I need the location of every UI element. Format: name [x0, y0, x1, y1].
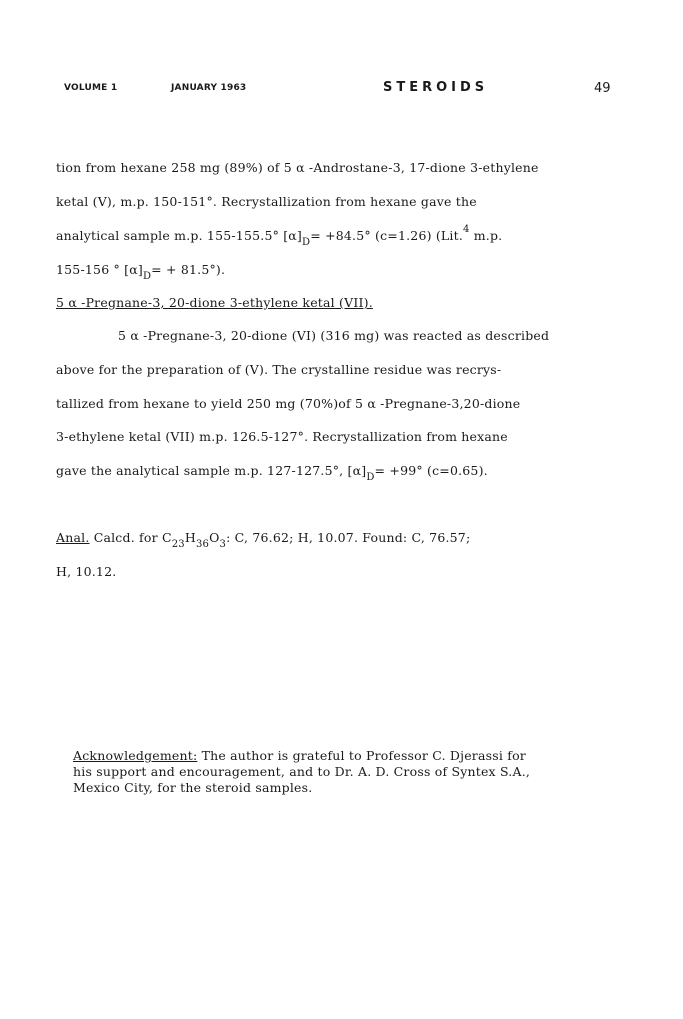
text-span: analytical sample m.p. 155-155.5° [α] [56, 228, 303, 243]
running-header [0, 80, 683, 100]
text-line: 3-ethylene ketal (VII) m.p. 126.5-127°. Recrystallization from hexane [56, 429, 508, 444]
text-span: H [184, 530, 196, 545]
ack-line: his support and encouragement, and to Dr. A. D. Cross of Syntex S.A., [73, 764, 531, 779]
subscript: D [366, 472, 375, 483]
subscript: 36 [195, 539, 210, 550]
text-line: ketal (V), m.p. 150-151°. Recrystallization from hexane gave the [56, 194, 477, 209]
page-number: 49 [594, 81, 611, 96]
analysis-line [56, 530, 471, 550]
journal-title: STEROIDS [383, 80, 489, 95]
text-span: : C, 76.62; H, 10.07. Found: C, 76.57; [226, 530, 471, 545]
text-span: m.p. [469, 228, 503, 243]
text-span: O [209, 530, 220, 545]
volume-label: VOLUME 1 [64, 83, 118, 93]
section-heading: 5 α -Pregnane-3, 20-dione 3-ethylene ketal (VII). [56, 295, 373, 310]
text-line: 5 α -Pregnane-3, 20-dione (VI) (316 mg) was reacted as described [118, 328, 550, 343]
subscript: D [142, 271, 152, 282]
analysis-label: Anal. [56, 530, 90, 545]
text-span: 155-156 ° [α] [56, 262, 143, 277]
ack-line [73, 748, 633, 764]
text-line [56, 224, 503, 248]
ack-line: Mexico City, for the steroid samples. [73, 780, 313, 795]
text-span: = +99° (c=0.65). [374, 463, 488, 478]
text-span: The author is grateful to Professor C. Djerassi for [197, 748, 526, 763]
subscript: 3 [219, 539, 227, 550]
text-span: gave the analytical sample m.p. 127-127.5°, [α] [56, 463, 367, 478]
text-line: tion from hexane 258 mg (89%) of 5 α -Androstane-3, 17-dione 3-ethylene [56, 160, 539, 175]
citation-superscript: 4 [463, 224, 470, 235]
text-line: H, 10.12. [56, 564, 117, 579]
text-line: tallized from hexane to yield 250 mg (70%)of 5 α -Pregnane-3,20-dione [56, 396, 521, 411]
ack-label: Acknowledgement: [73, 748, 198, 763]
issue-date: JANUARY 1963 [171, 83, 247, 93]
text-span: = +84.5° (c=1.26) (Lit. [310, 228, 464, 243]
acknowledgement-block [73, 748, 633, 796]
text-line [56, 463, 488, 483]
text-span: = + 81.5°). [151, 262, 226, 277]
subscript: 23 [171, 539, 185, 550]
text-line: above for the preparation of (V). The crystalline residue was recrys- [56, 362, 502, 377]
subscript: D [302, 237, 311, 248]
text-span: Calcd. for C [89, 530, 172, 545]
text-line [56, 262, 226, 282]
